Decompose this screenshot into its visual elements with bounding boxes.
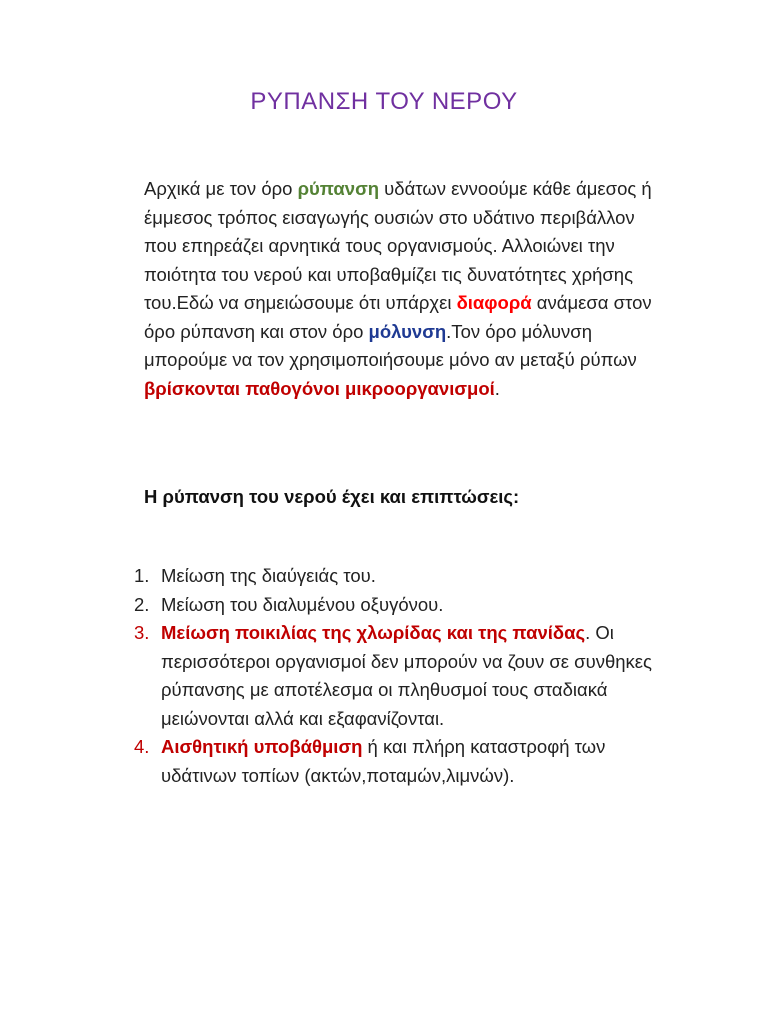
intro-text-3: ανάμεσα στον όρο ρύπανση και στον όρο [144, 292, 652, 342]
intro-text-1: Αρχικά με τον όρο [144, 178, 298, 199]
list-item [134, 619, 654, 733]
list-item [134, 733, 654, 790]
intro-text-4: .Τον όρο μόλυνση μπορούμε να τον χρησιμοποιήσουμε μόνο αν μεταξύ ρύπων [144, 320, 637, 370]
term-pollution: ρύπανση [297, 178, 380, 199]
list-item [134, 591, 654, 620]
effects-list [134, 562, 654, 790]
list-item-text: Μείωση της διαύγειάς του. [161, 565, 376, 586]
list-item-text: . Οι περισσότεροι οργανισμοί δεν μπορούν να ζουν σε συνθηκες ρύπανσης με αποτέλεσμα οι πληθυσμοί τους σταδιακά μειώνονται αλλά και εξαφανίζονται. [161, 622, 652, 729]
effects-heading: Η ρύπανση του νερού έχει και επιπτώσεις: [144, 486, 520, 507]
intro-text-5: . [494, 377, 500, 399]
list-item-number: 3. [134, 622, 150, 643]
intro-text-2: υδάτων εννοούμε κάθε άμεσος ή έμμεσος τρόπος εισαγωγής ουσιών στο υδάτινο περιβάλλον που επηρεάζει αρνητικά τους οργανισμούς. Αλλοιώνει την ποιότητα του νερού και υποβαθμίζει τις δυνατότητες χρήσης του.Εδώ να σημειώσουμε ότι υπάρχει [144, 178, 652, 313]
list-item [134, 562, 654, 591]
term-difference: διαφορά [456, 292, 532, 313]
list-item-number: 1. [134, 565, 150, 586]
term-contamination: μόλυνση [368, 320, 447, 342]
list-item-text: Μείωση του διαλυμένου οξυγόνου. [161, 593, 444, 615]
list-item-highlight: Μείωση ποικιλίας της χλωρίδας και της πανίδας [161, 622, 586, 643]
intro-paragraph [144, 175, 664, 403]
document-title: ΡΥΠΑΝΣΗ ΤΟΥ ΝΕΡΟΥ [250, 88, 518, 115]
list-item-highlight: Αισθητική υποβάθμιση [161, 736, 363, 757]
list-item-number: 4. [134, 736, 150, 757]
list-item-text: ή και πλήρη καταστροφή των υδάτινων τοπίων (ακτών,ποταμών,λιμνών). [161, 736, 606, 786]
list-item-number: 2. [134, 593, 150, 615]
term-pathogens: βρίσκονται παθογόνοι μικροοργανισμοί [144, 377, 495, 399]
